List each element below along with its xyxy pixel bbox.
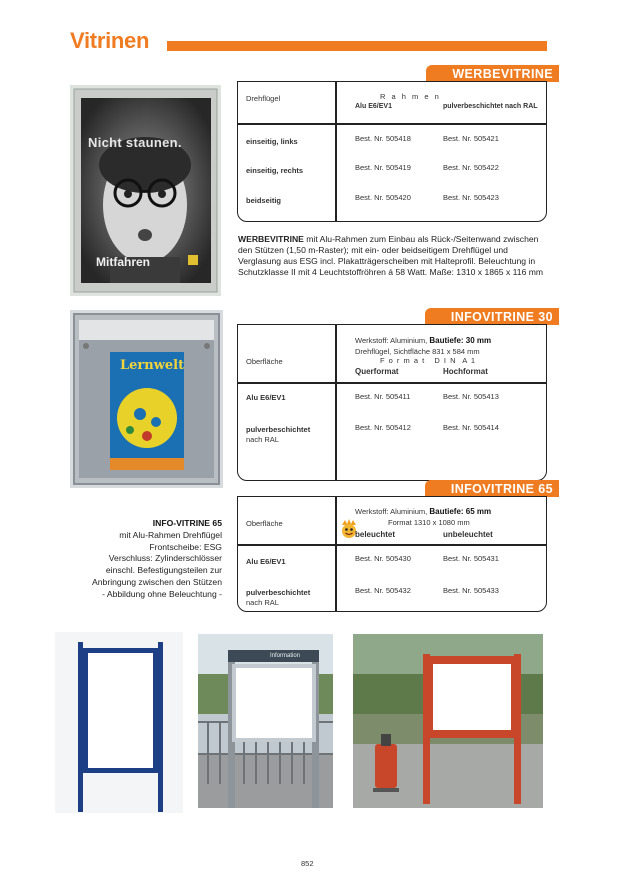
side-line: - Abbildung ohne Beleuchtung - <box>102 588 222 599</box>
order-number: Best. Nr. 505433 <box>443 586 499 595</box>
corner-label: Oberfläche <box>246 357 283 366</box>
infovitrine30-table <box>237 324 547 481</box>
description-bold: WERBEVITRINE <box>238 234 304 244</box>
werbevitrine-photo <box>70 85 221 296</box>
corner-label: Drehflügel <box>246 94 281 103</box>
row-label: pulverbeschichtet <box>246 425 311 434</box>
order-number: Best. Nr. 505414 <box>443 423 499 432</box>
col-header-1: beleuchtet <box>355 530 396 539</box>
infovitrine30-tab: INFOVITRINE 30 <box>425 308 559 325</box>
werbevitrine-tab: WERBEVITRINE <box>426 65 559 82</box>
infovitrine65-tab: INFOVITRINE 65 <box>425 480 559 497</box>
side-line: Frontscheibe: ESG <box>149 541 222 552</box>
bautiefe-text: Bautiefe: 30 mm <box>429 336 492 345</box>
col-header-1: Querformat <box>355 367 399 376</box>
side-line: Anbringung zwischen den Stützen <box>92 576 222 587</box>
row-label: Alu E6/EV1 <box>246 557 286 566</box>
order-number: Best. Nr. 505420 <box>355 193 411 202</box>
platform-display-photo <box>198 634 333 808</box>
order-number: Best. Nr. 505430 <box>355 554 411 563</box>
row-label: beidseitig <box>246 196 282 205</box>
drehfluegel-text: Drehflügel, Sichtfläche 831 x 584 mm <box>355 347 480 356</box>
order-number: Best. Nr. 505423 <box>443 193 499 202</box>
poster-footer: Mitfahren <box>96 255 150 269</box>
order-number: Best. Nr. 505421 <box>443 134 499 143</box>
row-label: einseitig, links <box>246 137 298 146</box>
order-number: Best. Nr. 505432 <box>355 586 411 595</box>
corner-label: Oberfläche <box>246 519 283 528</box>
side-line: mit Alu-Rahmen Drehflügel <box>119 529 222 540</box>
col-header-2: unbeleuchtet <box>443 530 493 539</box>
poster-headline: Nicht staunen. <box>88 135 182 150</box>
side-title: INFO-VITRINE 65 <box>152 518 222 528</box>
werbevitrine-description <box>238 234 544 278</box>
row-label: Alu E6/EV1 <box>246 393 286 402</box>
infovitrine30-photo <box>70 310 223 488</box>
row-sublabel: nach RAL <box>246 598 279 607</box>
order-number: Best. Nr. 505413 <box>443 392 499 401</box>
col-header-2: pulverbeschichtet nach RAL <box>443 103 538 110</box>
col-header-2: Hochformat <box>443 367 488 376</box>
red-display-photo <box>353 634 543 808</box>
page-number: 852 <box>301 859 314 868</box>
format-text: Format 1310 x 1080 mm <box>388 518 470 527</box>
rahmen-header: R a h m e n <box>380 92 441 101</box>
row-sublabel: nach RAL <box>246 435 279 444</box>
title-bar <box>167 41 547 51</box>
info-sign-text: Information <box>270 653 301 659</box>
order-number: Best. Nr. 505419 <box>355 163 411 172</box>
row-label: pulverbeschichtet <box>246 588 311 597</box>
description-text: mit Alu-Rahmen zum Einbau als Rück-/Seitenwand zwischen den Stützen (1,50 m-Raster); mit ein- oder beidseitigem Drehflügel und Verglasung aus ESG incl. Plakatträgerscheiben mit Halteprofil. Beleuchtung in Schutzklasse II mit 4 Leuchtstoffröhren á 58 Watt. Maße: 1310 x 1865 x 116 mm <box>238 234 544 277</box>
order-number: Best. Nr. 505411 <box>355 392 411 401</box>
werkstoff-text: Werkstoff: Aluminium, <box>355 336 428 345</box>
infovitrine65-side-description <box>60 518 222 601</box>
row-label: einseitig, rechts <box>246 166 304 175</box>
order-number: Best. Nr. 505422 <box>443 163 499 172</box>
side-line: einschl. Befestigungsteilen zur <box>105 565 222 576</box>
order-number: Best. Nr. 505431 <box>443 554 499 563</box>
werkstoff-text: Werkstoff: Aluminium, <box>355 507 428 516</box>
format-text: F o r m a t D I N A 1 <box>380 356 477 365</box>
order-number: Best. Nr. 505418 <box>355 134 411 143</box>
order-number: Best. Nr. 505412 <box>355 423 411 432</box>
infovitrine65-table <box>237 496 547 612</box>
col-header-1: Alu E6/EV1 <box>355 103 392 110</box>
werkstoff-label <box>355 507 491 516</box>
blue-display-photo <box>55 632 183 813</box>
bautiefe-text: Bautiefe: 65 mm <box>429 507 492 516</box>
werbevitrine-table <box>237 81 547 222</box>
page-title: Vitrinen <box>70 28 150 53</box>
side-line: Verschluss: Zylinderschlösser <box>108 553 222 564</box>
poster-title: Lernwelt <box>120 358 185 373</box>
werkstoff-label <box>355 336 491 345</box>
